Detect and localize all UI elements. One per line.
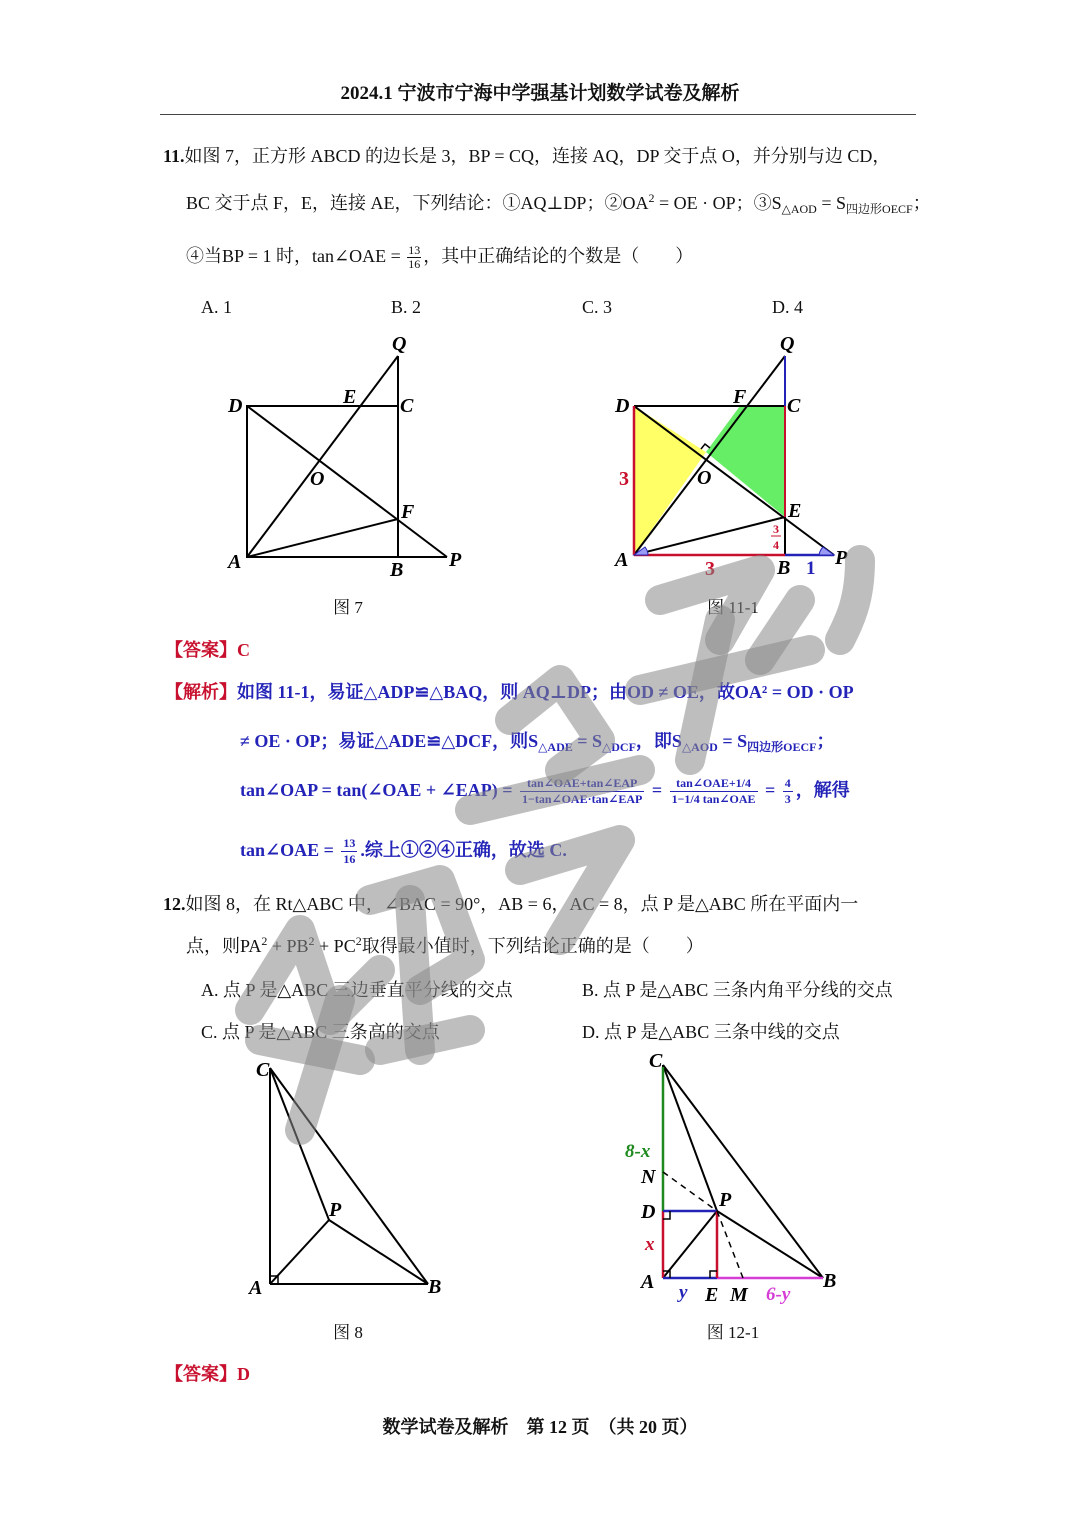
q11-sub-oecf: 四边形OECF (846, 202, 913, 216)
fig11-label-o: O (697, 467, 712, 489)
q12-option-c[interactable]: C. 点 P 是△ABC 三条高的交点 (201, 1022, 440, 1042)
fig12-label-m: M (730, 1284, 748, 1306)
q11-analysis-frac1 (520, 776, 644, 807)
fig11-label-q: Q (780, 333, 795, 355)
figure-12-1 (615, 1045, 865, 1310)
fig12-caption: 图 12-1 (706, 1323, 760, 1342)
fig7-label-o: O (310, 468, 325, 490)
fig7-label-e: E (343, 386, 357, 408)
q12-sup-2: 2 (308, 934, 315, 948)
fig11-label-b: B (777, 557, 791, 579)
q11-analysis-frac3-num: 4 (784, 776, 791, 791)
q11-stem-2g: ； (912, 193, 931, 213)
fig8-label-c: C (256, 1059, 270, 1081)
fig11-bp-1: 1 (806, 558, 816, 579)
q11-analysis-frac1-num: tan∠OAE+tan∠EAP (520, 776, 644, 792)
figure-7 (220, 328, 480, 583)
fig12-label-8-x: 8-x (625, 1141, 651, 1162)
fig8-label-a: A (249, 1277, 263, 1299)
q12-answer-label: 【答案】 (165, 1364, 237, 1384)
q11-analysis-l2b: △ADE (538, 740, 573, 754)
q11-analysis-frac4-den: 16 (343, 852, 356, 867)
fig7-label-d: D (228, 395, 243, 417)
q12-stem-2c: + PB (267, 936, 309, 956)
page-header: 2024.1 宁波市宁海中学强基计划数学试卷及解析 (340, 83, 740, 104)
fig12-label-y: y (679, 1282, 688, 1303)
q11-sub-aod: △AOD (781, 202, 817, 216)
q11-option-d[interactable]: D. 4 (772, 297, 803, 317)
fig12-label-p: P (719, 1189, 732, 1211)
q11-stem-2c: = OE · OP；③S (654, 193, 782, 213)
q11-analysis-l3b: ，解得 (795, 780, 850, 800)
q11-analysis-l2a: ≠ OE · OP；易证△ADE≌△DCF，则S (240, 731, 539, 751)
q11-analysis-l2h: 四边形OECF (747, 740, 817, 754)
figure-11-1 (605, 328, 865, 583)
fig11-label-c: C (787, 395, 801, 417)
q12-stem-2g: 取得最小值时，下列结论正确的是（ ） (361, 936, 704, 956)
q11-analysis-frac3-den: 3 (784, 792, 791, 807)
fig11-label-f: F (733, 386, 747, 408)
q11-line-1 (163, 142, 890, 168)
q11-sup: 2 (648, 191, 655, 205)
q11-answer-label: 【答案】 (165, 640, 237, 660)
fig11-caption: 图 11-1 (707, 598, 759, 617)
q11-analysis-l2f: △AOD (681, 740, 718, 754)
q11-analysis-4 (240, 836, 567, 867)
q12-option-d[interactable]: D. 点 P 是△ABC 三条中线的交点 (582, 1022, 840, 1042)
q12-stem-1: 如图 8，在 Rt△ABC 中，∠BAC = 90°，AB = 6，AC = 8，点 P 是△ABC 所在平面内一 (185, 894, 859, 914)
fig11-base-3: 3 (705, 558, 715, 580)
q11-analysis-frac2 (670, 776, 758, 807)
fig7-label-q: Q (392, 333, 407, 355)
fig11-side-3: 3 (619, 468, 629, 490)
fig12-label-c: C (649, 1050, 663, 1072)
fig11-label-a: A (615, 549, 629, 571)
fig11-frac-den: 4 (773, 538, 779, 552)
q11-analysis-l4b: .综上①②④正确，故选 C. (360, 840, 567, 860)
fig8-label-p: P (329, 1199, 342, 1221)
q11-analysis-frac1-den: 1−tan∠OAE·tan∠EAP (522, 792, 643, 807)
q12-number: 12. (163, 894, 186, 914)
q11-analysis-l2e: ，即S (635, 731, 682, 751)
q11-analysis-l1: 如图 11-1，易证△ADP≌△BAQ，则 AQ⊥DP；由OD ≠ OE，故OA² = OD · OP (237, 682, 854, 702)
q11-answer (165, 636, 250, 662)
fig12-label-e: E (705, 1284, 719, 1306)
figure-8 (240, 1052, 460, 1302)
q11-line-3 (186, 242, 693, 271)
header-divider (160, 114, 916, 115)
q11-analysis-eq1: = (647, 780, 667, 800)
q11-analysis-l2i: ； (816, 731, 835, 751)
q11-stem-2e: = S (816, 193, 847, 213)
q12-answer-value: D (237, 1364, 250, 1384)
q11-option-b[interactable]: B. 2 (391, 297, 422, 317)
q12-line-1 (163, 890, 858, 916)
q11-analysis-l2g: = S (717, 731, 748, 751)
fig11-label-e: E (788, 500, 802, 522)
q12-stem-2e: + PC (314, 936, 356, 956)
q11-stem-3b: ，其中正确结论的个数是（ ） (423, 246, 694, 266)
fig7-label-p: P (449, 549, 462, 571)
q11-frac-den: 16 (408, 257, 421, 272)
q11-stem-2a: BC 交于点 F，E，连接 AE，下列结论：①AQ⊥DP；②OA (186, 193, 649, 213)
q11-frac-num: 13 (408, 243, 421, 258)
q11-analysis-3 (240, 776, 850, 807)
q11-fraction (407, 244, 421, 271)
fig7-label-a: A (228, 551, 242, 573)
q11-analysis-frac2-num: tan∠OAE+1/4 (670, 776, 758, 792)
fig11-label-p: P (835, 547, 848, 569)
fig11-frac-num: 3 (773, 522, 779, 536)
q11-analysis-label: 【解析】 (165, 682, 237, 702)
q11-number: 11. (163, 146, 185, 166)
q11-analysis-2 (240, 727, 834, 755)
q11-analysis-frac3 (783, 776, 793, 807)
q11-stem-1: 如图 7，正方形 ABCD 的边长是 3，BP = CQ，连接 AQ，DP 交于点 O，并分别与边 CD， (184, 146, 891, 166)
q11-analysis-frac4-num: 13 (343, 836, 356, 851)
q11-analysis-eq2: = (760, 780, 780, 800)
q11-option-c[interactable]: C. 3 (582, 297, 613, 317)
fig8-label-b: B (428, 1276, 442, 1298)
fig11-label-d: D (615, 395, 630, 417)
q11-analysis-l2d: △DCF (602, 740, 636, 754)
fig12-label-n: N (641, 1166, 656, 1188)
fig7-label-b: B (390, 559, 404, 581)
q11-answer-value: C (237, 640, 250, 660)
q12-stem-2a: 点，则PA (186, 936, 262, 956)
q12-option-b[interactable]: B. 点 P 是△ABC 三条内角平分线的交点 (582, 980, 893, 1000)
q11-analysis-l4a: tan∠OAE = (240, 840, 339, 860)
q12-line-2 (186, 932, 704, 958)
fig12-label-6-y: 6-y (766, 1284, 791, 1305)
q12-sup-1: 2 (261, 934, 268, 948)
q11-analysis-frac2-den: 1−1/4 tan∠OAE (671, 792, 756, 807)
q11-analysis-l3a: tan∠OAP = tan(∠OAE + ∠EAP) = (240, 780, 518, 800)
fig7-caption: 图 7 (333, 598, 363, 617)
fig12-label-a: A (641, 1271, 655, 1293)
q11-line-2 (186, 189, 931, 217)
q11-analysis-frac4 (341, 836, 357, 867)
fig8-caption: 图 8 (333, 1323, 363, 1342)
fig7-label-c: C (400, 395, 414, 417)
page-footer: 数学试卷及解析 第 12 页 （共 20 页） (382, 1417, 698, 1437)
q12-sup-3: 2 (355, 934, 362, 948)
q11-analysis-l2c: = S (572, 731, 603, 751)
fig12-label-d: D (641, 1201, 656, 1223)
fig12-label-x: x (645, 1234, 655, 1255)
q11-stem-3a: ④当BP = 1 时，tan∠OAE = (186, 246, 406, 266)
fig7-label-f: F (401, 501, 415, 523)
q12-answer (165, 1360, 250, 1386)
q11-analysis-1 (165, 678, 854, 704)
q11-option-a[interactable]: A. 1 (201, 297, 232, 317)
fig12-label-b: B (823, 1270, 837, 1292)
q12-option-a[interactable]: A. 点 P 是△ABC 三边垂直平分线的交点 (201, 980, 513, 1000)
